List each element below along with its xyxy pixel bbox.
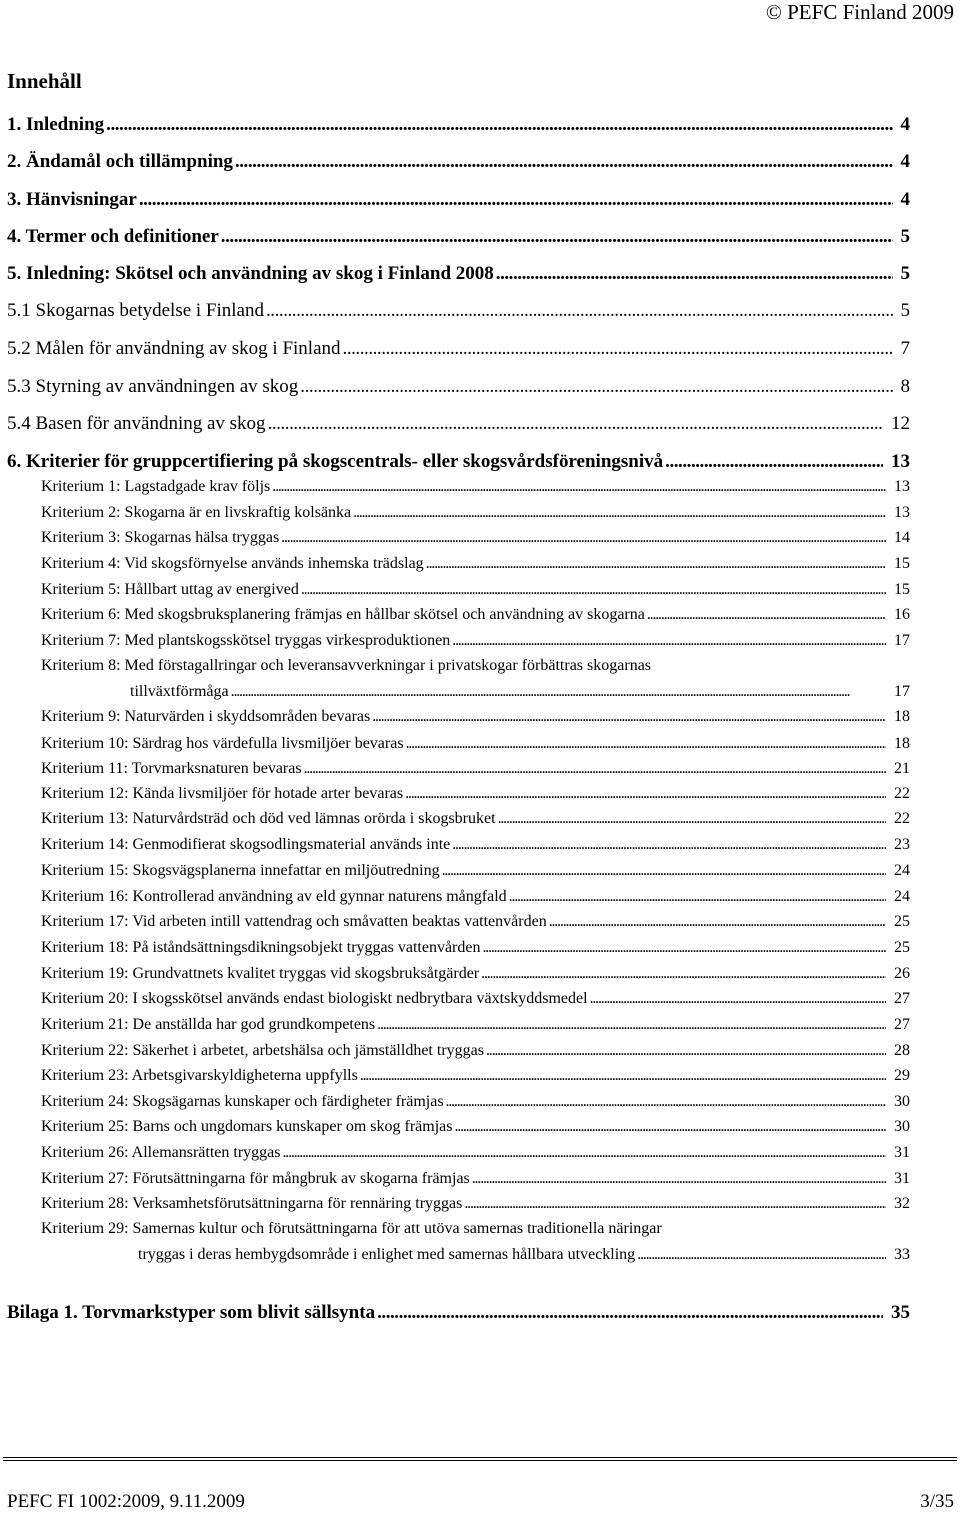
toc-entry-label: Kriterium 3: Skogarnas hälsa tryggas <box>41 529 280 546</box>
toc-entry[interactable] <box>7 334 910 360</box>
dot-leader <box>300 376 892 398</box>
dot-leader <box>496 263 893 285</box>
toc-entry[interactable] <box>138 1242 910 1264</box>
toc-entry-page: 24 <box>894 862 910 879</box>
toc-entry[interactable] <box>41 909 910 931</box>
dot-leader <box>139 189 893 211</box>
toc-entry[interactable] <box>41 986 910 1008</box>
dot-leader <box>454 1117 886 1136</box>
toc-entry-page: 18 <box>894 708 910 725</box>
toc-entry[interactable] <box>7 372 910 398</box>
toc-entry[interactable] <box>41 731 910 753</box>
toc-entry-page: 23 <box>894 836 910 853</box>
toc-entry[interactable] <box>130 679 910 701</box>
toc-heading: Innehåll <box>7 69 82 93</box>
toc-entry-label: Kriterium 25: Barns och ungdomars kunskaper om skog främjas <box>41 1118 453 1135</box>
dot-leader <box>481 964 886 983</box>
dot-leader <box>343 338 893 360</box>
toc-entry-label: Kriterium 15: Skogsvägsplanerna innefattar en miljöutredning <box>41 862 440 879</box>
toc-entry-page: 4 <box>900 114 910 135</box>
toc-entry-label: Kriterium 1: Lagstadgade krav följs <box>41 478 271 495</box>
toc-entry-label: Kriterium 5: Hållbart uttag av energived <box>41 581 299 598</box>
toc-entry-page: 13 <box>891 451 910 472</box>
toc-entry-label: Kriterium 14: Genmodifierat skogsodlingsmaterial används inte <box>41 836 451 853</box>
toc-entry-page: 27 <box>894 990 910 1007</box>
dot-leader <box>406 734 886 753</box>
dot-leader <box>647 605 886 624</box>
dot-leader <box>665 451 883 473</box>
toc-entry[interactable] <box>41 1166 910 1188</box>
toc-entry-label: 1. Inledning <box>7 114 105 135</box>
toc-entry[interactable] <box>41 1191 910 1213</box>
dot-leader <box>426 554 886 573</box>
dot-leader <box>272 477 886 496</box>
toc-entry-page: 4 <box>900 189 910 210</box>
dot-leader <box>377 1302 883 1324</box>
toc-entry[interactable] <box>41 602 910 624</box>
toc-entry[interactable] <box>41 525 910 547</box>
dot-leader <box>301 580 886 599</box>
toc-entry[interactable] <box>41 756 910 778</box>
toc-entry-label: Kriterium 26: Allemansrätten tryggas <box>41 1144 281 1161</box>
toc-entry[interactable] <box>41 884 910 906</box>
toc-entry-page: 12 <box>891 413 910 434</box>
toc-entry-page: 27 <box>894 1016 910 1033</box>
toc-entry[interactable] <box>41 858 910 880</box>
dot-leader <box>590 989 886 1008</box>
toc-entry-label: Kriterium 2: Skogarna är en livskraftig kolsänka <box>41 504 352 521</box>
toc-entry-label-line1: Kriterium 29: Samernas kultur och förutsättningarna för att utöva samernas traditionella näringar <box>41 1220 662 1237</box>
dot-leader <box>549 912 886 931</box>
dot-leader <box>509 887 886 906</box>
toc-entry-label: Kriterium 11: Torvmarksnaturen bevaras <box>41 760 302 777</box>
toc-entry-page: 5 <box>900 263 910 284</box>
toc-entry-page: 4 <box>900 151 910 172</box>
toc-entry-label: 4. Termer och definitioner <box>7 226 219 247</box>
toc-entry-label: Kriterium 7: Med plantskogsskötsel tryggas virkesproduktionen <box>41 632 451 649</box>
toc-entry-page: 8 <box>900 376 910 397</box>
toc-entry-label: 5.4 Basen för användning av skog <box>7 413 266 434</box>
dot-leader <box>464 1194 886 1213</box>
dot-leader <box>405 784 886 803</box>
toc-entry[interactable] <box>41 500 910 522</box>
dot-leader <box>442 861 886 880</box>
toc-entry-page: 31 <box>894 1170 910 1187</box>
toc-entry[interactable] <box>7 296 910 322</box>
toc-entry-page: 26 <box>894 965 910 982</box>
toc-entry-page: 18 <box>894 735 910 752</box>
toc-entry-label: Kriterium 21: De anställda har god grundkompetens <box>41 1016 376 1033</box>
dot-leader <box>637 1245 886 1264</box>
toc-entry-label: 5.1 Skogarnas betydelse i Finland <box>7 300 264 321</box>
toc-entry-label: Kriterium 17: Vid arbeten intill vattendrag och småvatten beaktas vattenvården <box>41 913 547 930</box>
toc-entry[interactable] <box>7 409 910 435</box>
footer-page-indicator: 3/35 <box>920 1491 954 1512</box>
toc-entry-page: 17 <box>894 632 910 649</box>
toc-entry[interactable] <box>7 110 910 136</box>
toc-entry[interactable] <box>41 1140 910 1162</box>
dot-leader <box>304 759 886 778</box>
toc-entry-label: Kriterium 23: Arbetsgivarskyldigheterna uppfylls <box>41 1067 358 1084</box>
toc-entry-page: 29 <box>894 1067 910 1084</box>
dot-leader <box>486 1041 886 1060</box>
dot-leader <box>281 528 886 547</box>
dot-leader <box>472 1169 886 1188</box>
dot-leader <box>452 631 886 650</box>
toc-entry[interactable] <box>41 704 910 726</box>
toc-entry-page: 24 <box>894 888 910 905</box>
toc-entry[interactable] <box>41 551 910 573</box>
toc-entry[interactable] <box>41 628 910 650</box>
toc-entry[interactable] <box>41 935 910 957</box>
toc-entry-page: 22 <box>894 785 910 802</box>
dot-leader <box>360 1066 886 1085</box>
toc-entry-label: 5.3 Styrning av användningen av skog <box>7 376 299 397</box>
toc-entry-label: Bilaga 1. Torvmarkstyper som blivit sällsynta <box>7 1302 376 1323</box>
toc-entry-label: Kriterium 9: Naturvärden i skyddsområden bevaras <box>41 708 371 725</box>
toc-entry-label: 6. Kriterier för gruppcertifiering på skogscentrals- eller skogsvårdsföreningsnivå <box>7 451 664 472</box>
dot-leader <box>266 300 893 322</box>
dot-leader <box>372 707 886 726</box>
dot-leader <box>482 938 886 957</box>
toc-entry[interactable] <box>7 185 910 211</box>
toc-entry[interactable] <box>7 1298 910 1324</box>
dot-leader <box>221 226 893 248</box>
dot-leader <box>106 114 892 136</box>
toc-entry-page: 21 <box>894 760 910 777</box>
dot-leader <box>446 1092 886 1111</box>
toc-entry-page: 22 <box>894 810 910 827</box>
toc-entry-label: Kriterium 16: Kontrollerad användning av eld gynnar naturens mångfald <box>41 888 507 905</box>
toc-entry-page: 15 <box>894 581 910 598</box>
toc-entry-label: Kriterium 22: Säkerhet i arbetet, arbetshälsa och jämställdhet tryggas <box>41 1042 484 1059</box>
toc-entry-page: 35 <box>891 1302 910 1323</box>
toc-entry[interactable] <box>41 1012 910 1034</box>
toc-entry-label: Kriterium 18: På iståndsättningsdikningsobjekt tryggas vattenvården <box>41 939 481 956</box>
toc-entry[interactable] <box>7 259 910 285</box>
toc-entry[interactable] <box>41 781 910 803</box>
dot-leader <box>498 809 886 828</box>
dot-leader <box>353 503 886 522</box>
dot-leader <box>283 1143 887 1162</box>
toc-entry-label: Kriterium 4: Vid skogsförnyelse används inhemska trädslag <box>41 555 424 572</box>
toc-entry-label: 5.2 Målen för användning av skog i Finland <box>7 338 341 359</box>
toc-entry-page: 30 <box>894 1093 910 1110</box>
dot-leader <box>452 835 886 854</box>
toc-entry[interactable] <box>7 147 910 173</box>
toc-entry[interactable] <box>41 1063 910 1085</box>
toc-entry-label: Kriterium 13: Naturvårdsträd och död ved lämnas orörda i skogsbruket <box>41 810 496 827</box>
footer-doc-ref: PEFC FI 1002:2009, 9.11.2009 <box>7 1491 245 1512</box>
toc-entry-page: 14 <box>894 529 910 546</box>
dot-leader <box>377 1015 886 1034</box>
toc-entry[interactable] <box>41 1114 910 1136</box>
toc-entry[interactable] <box>41 961 910 983</box>
toc-entry-page: 30 <box>894 1118 910 1135</box>
toc-entry[interactable] <box>41 1038 910 1060</box>
toc-entry-page: 5 <box>900 300 910 321</box>
toc-entry[interactable] <box>41 577 910 599</box>
toc-entry-label: Kriterium 12: Kända livsmiljöer för hotade arter bevaras <box>41 785 404 802</box>
toc-entry-label: Kriterium 10: Särdrag hos värdefulla livsmiljöer bevaras <box>41 735 404 752</box>
toc-entry-page: 32 <box>894 1195 910 1212</box>
toc-entry-page: 31 <box>894 1144 910 1161</box>
toc-entry[interactable] <box>7 447 910 473</box>
toc-entry-page: 33 <box>894 1246 910 1263</box>
footer-rule <box>3 1457 957 1461</box>
toc-entry-page: 16 <box>894 606 910 623</box>
toc-entry-page: 7 <box>900 338 910 359</box>
toc-entry-label: tryggas i deras hembygdsområde i enlighet med samernas hållbara utveckling <box>138 1246 636 1263</box>
toc-entry-page: 25 <box>894 939 910 956</box>
header-copyright: © PEFC Finland 2009 <box>765 0 954 24</box>
toc-entry-page: 17 <box>894 683 910 700</box>
toc-entry-label: tillväxtförmåga <box>130 683 229 700</box>
toc-entry-page: 5 <box>900 226 910 247</box>
toc-entry[interactable] <box>41 832 910 854</box>
toc-entry[interactable] <box>7 222 910 248</box>
toc-entry-label: Kriterium 20: I skogsskötsel används endast biologiskt nedbrytbara växtskyddsmedel <box>41 990 588 1007</box>
toc-entry-label-line1: Kriterium 8: Med förstagallringar och leveransavverkningar i privatskogar förbättras skogarnas <box>41 657 652 674</box>
toc-entry-page: 25 <box>894 913 910 930</box>
toc-entry-label: 5. Inledning: Skötsel och användning av skog i Finland 2008 <box>7 263 494 284</box>
dot-leader <box>231 682 886 701</box>
toc-entry[interactable] <box>41 806 910 828</box>
toc-entry-page: 28 <box>894 1042 910 1059</box>
toc-entry-label: Kriterium 24: Skogsägarnas kunskaper och färdigheter främjas <box>41 1093 444 1110</box>
toc-entry-page: 15 <box>894 555 910 572</box>
dot-leader <box>268 413 883 435</box>
toc-entry-label: Kriterium 28: Verksamhetsförutsättningarna för rennäring tryggas <box>41 1195 463 1212</box>
toc-entry-label: Kriterium 27: Förutsättningarna för mångbruk av skogarna främjas <box>41 1170 470 1187</box>
toc-entry-label: 3. Hänvisningar <box>7 189 137 210</box>
dot-leader <box>235 151 893 173</box>
toc-entry-page: 13 <box>894 478 910 495</box>
toc-entry-label: Kriterium 19: Grundvattnets kvalitet tryggas vid skogsbruksåtgärder <box>41 965 480 982</box>
toc-entry-label: 2. Ändamål och tillämpning <box>7 151 233 172</box>
toc-entry-label: Kriterium 6: Med skogsbruksplanering främjas en hållbar skötsel och användning av skogarna <box>41 606 645 623</box>
toc-entry[interactable] <box>41 1089 910 1111</box>
toc-entry-page: 13 <box>894 504 910 521</box>
toc-entry[interactable] <box>41 474 910 496</box>
